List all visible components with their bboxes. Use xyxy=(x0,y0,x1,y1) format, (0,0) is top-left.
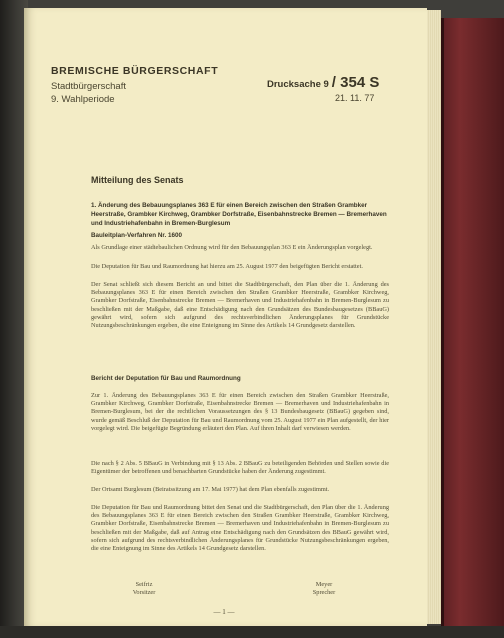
parliament-title: BREMISCHE BÜRGERSCHAFT xyxy=(51,65,219,77)
section-title: 1. Änderung des Bebauungsplanes 363 E für einen Bereich zwischen den Straßen Grambker Heerstraße, Grambker Kirchweg, Grambker Dorfstraße, Eisenbahnstrecke Bremen — Bremerhaven und Industriehafenbahn in Bremen-Burglesum xyxy=(91,202,387,228)
paragraph: Der Senat schließt sich diesem Bericht an und bittet die Stadtbürgerschaft, den Plan über die 1. Änderung des Bebauungsplanes 363 E für einen Bereich zwischen den Straßen Grambker Heerstraße, Grambker Kirchweg, Grambker Dorfstraße, Eisenbahnstrecke Bremen — Bremerhaven und Industriehafenbahn in Bremen-Burglesum zu beschließen mit der Maßgabe, daß eine Entschädigung nach den Grundsätzen des Bundesbaugesetzes (BBauG) gewährt wird, sofern sich aufgrund des rechtsverbindlichen Änderungsplanes für Grundstücke Nutzungsbeschränkungen ergeben, die eine Enteignung im Sinne des Artikels 14 Grundgesetz darstellen. xyxy=(91,281,389,330)
report-paragraph: Zur 1. Änderung des Bebauungsplanes 363 E für einen Bereich zwischen den Straßen Grambker Heerstraße, Grambker Kirchweg, Grambker Dorfstraße, Eisenbahnstrecke Bremen — Bremerhaven und Industriehafenbahn in Bremen-Burglesum, bei der die rechtlichen Voraussetzungen des § 13 Bundesbaugesetz (BBauG) gegeben sind, wurde gemäß Beschluß der Deputation für Bau und Raumordnung vom 25. August 1977 ein Plan aufgestellt, der hier vorgelegt wird. Die beigefügte Begründung erläutert den Plan. Auf ihren Inhalt darf verwiesen werden. xyxy=(91,392,389,432)
drucksache-label xyxy=(267,74,379,91)
paragraph: Als Grundlage einer städtebaulichen Ordnung wird für den Bebauungsplan 363 E ein Änderungsplan vorgelegt. xyxy=(91,244,373,251)
cover-edge xyxy=(441,18,444,633)
book-cover xyxy=(441,18,504,633)
table-surface xyxy=(0,626,504,638)
parliament-subtitle: Stadtbürgerschaft xyxy=(51,81,126,92)
bauleitplan-number: Bauleitplan-Verfahren Nr. 1600 xyxy=(91,232,182,239)
signature-right xyxy=(289,581,359,597)
signature-role: Sprecher xyxy=(312,589,336,597)
signature-name: Seifriz xyxy=(135,581,153,588)
document-heading: Mitteilung des Senats xyxy=(91,175,184,185)
page-edges xyxy=(427,10,441,624)
report-heading: Bericht der Deputation für Bau und Raumordnung xyxy=(91,375,241,382)
signature-name: Meyer xyxy=(315,581,333,588)
document-page xyxy=(24,8,427,626)
paragraph: Die Deputation für Bau und Raumordnung hat hierzu am 25. August 1977 den beigefügten Bericht erstattet. xyxy=(91,263,363,270)
report-paragraph: Der Ortsamt Burglesum (Beiratssitzung am 17. Mai 1977) hat dem Plan ebenfalls zugestimmt. xyxy=(91,486,330,493)
signature-left xyxy=(109,581,179,597)
drucksache-text: Drucksache 9 xyxy=(267,79,329,90)
election-period: 9. Wahlperiode xyxy=(51,94,115,105)
report-paragraph: Die Deputation für Bau und Raumordnung bittet den Senat und die Stadtbürgerschaft, den Plan über die 1. Änderung des Bebauungsplanes 363 E für einen Bereich zwischen den Straßen Grambker Heerstraße, Grambker Kirchweg, Grambker Dorfstraße, Eisenbahnstrecke Bremen — Bremerhaven und Industriehafenbahn in Bremen-Burglesum zu beschließen mit der Maßgabe, daß auf Antrag eine Entschädigung nach den Grundsätzen des BBauG gewährt wird, sofern sich aufgrund des rechtsverbindlichen Änderungsplanes für Grundstücke Nutzungsbeschränkungen ergeben, die eine Enteignung im Sinne des Artikels 14 Grundgesetz darstellen. xyxy=(91,504,389,553)
document-date: 21. 11. 77 xyxy=(335,93,375,103)
report-paragraph: Die nach § 2 Abs. 5 BBauG in Verbindung mit § 13 Abs. 2 BBauG zu beteiligenden Behörden und Stellen sowie die Eigentümer der betroffenen und benachbarten Grundstücke haben der Änderung zugestimmt. xyxy=(91,460,389,476)
page-number: — 1 — xyxy=(213,608,235,616)
drucksache-number: / 354 S xyxy=(331,74,380,91)
signature-role: Vorsitzer xyxy=(132,589,156,597)
